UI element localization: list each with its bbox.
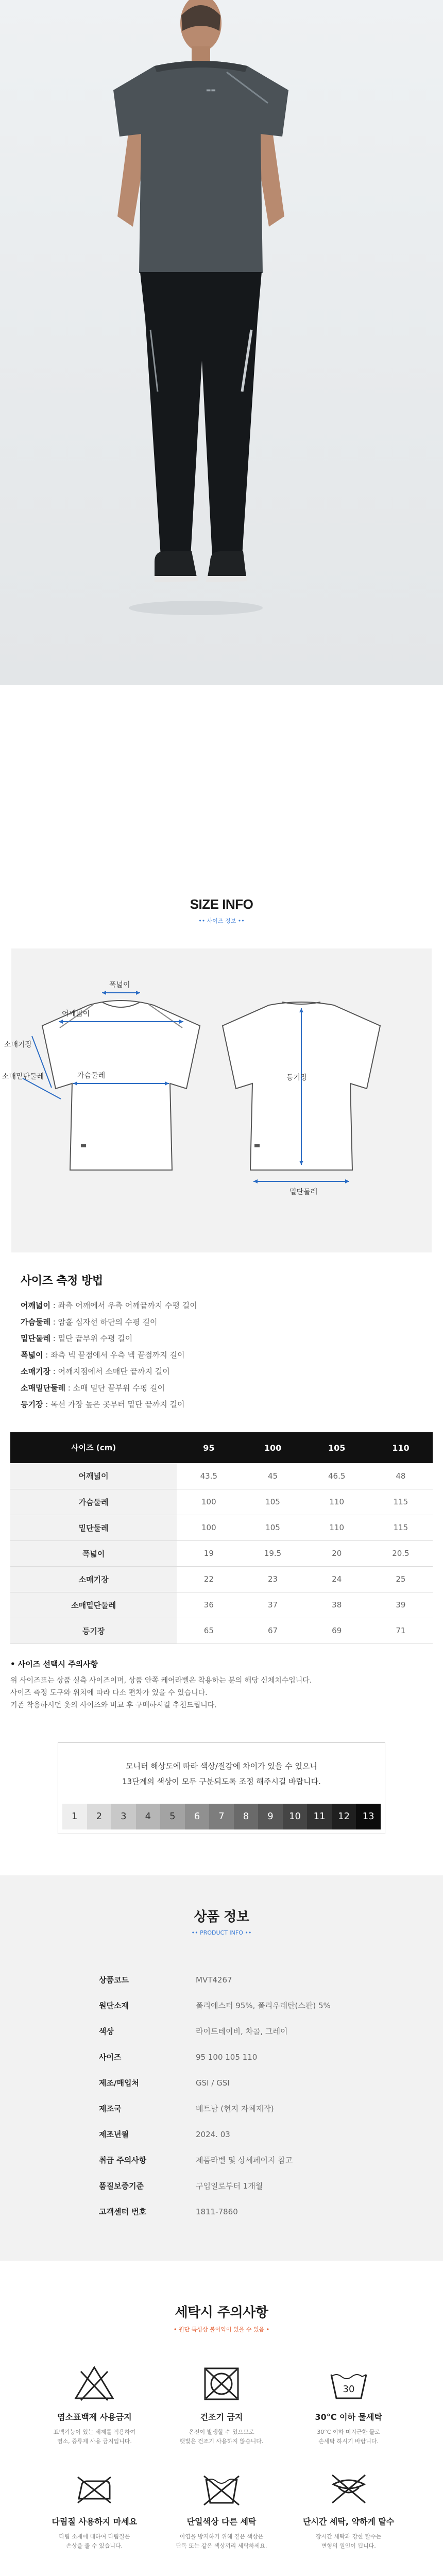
list-item <box>99 2147 443 2173</box>
scale-step: 2 <box>87 1804 112 1829</box>
wash-care-desc: 다림 소재에 대하여 다림질은 <box>59 2533 130 2540</box>
size-caution-line: 기존 착용하시던 옷의 사이즈와 비교 후 구매하시길 추천드립니다. <box>10 1701 217 1709</box>
size-info-subtitle: •• 사이즈 정보 •• <box>198 918 245 924</box>
size-cell: 20 <box>305 1540 369 1566</box>
no-tumble-dry-icon <box>201 2364 242 2403</box>
size-row-label: 소매밑단둘레 <box>10 1592 177 1618</box>
size-row-label: 소매기장 <box>10 1566 177 1592</box>
size-cell: 39 <box>369 1592 433 1618</box>
size-diagram <box>2 948 432 1252</box>
size-cell: 110 <box>305 1515 369 1540</box>
diagram-label-shoulder: 어깨넓이 <box>62 1010 90 1018</box>
size-method-term: 폭넓이 <box>21 1350 43 1360</box>
table-row <box>10 1489 433 1515</box>
tshirt-diagram-image <box>11 948 432 1252</box>
color-notice-line: 13단계의 색상이 모두 구분되도록 조정 해주시길 바랍니다. <box>122 1776 321 1786</box>
scale-step: 9 <box>258 1804 283 1829</box>
product-info-key: 취급 주의사항 <box>99 2156 147 2165</box>
size-method-item <box>21 1363 422 1380</box>
size-cell: 45 <box>241 1463 304 1489</box>
monitor-color-notice <box>58 1742 385 1834</box>
wash-30-icon <box>328 2364 369 2403</box>
size-column-header: 110 <box>369 1432 433 1463</box>
svg-text:30: 30 <box>343 2383 355 2395</box>
size-table-corner: 사이즈 (cm) <box>10 1432 177 1463</box>
list-item <box>99 2122 443 2147</box>
no-iron-icon <box>74 2469 115 2508</box>
table-row <box>10 1618 433 1643</box>
size-cell: 24 <box>305 1566 369 1592</box>
diagram-label-hem: 밑단둘레 <box>289 1188 318 1196</box>
scale-step: 8 <box>234 1804 259 1829</box>
size-method-desc: : 어깨지점에서 소매단 끝까지 길이 <box>50 1367 170 1376</box>
size-cell: 19 <box>177 1540 241 1566</box>
svg-text:▬▬: ▬▬ <box>206 88 216 93</box>
wash-care-title: 다림질 사용하지 마세요 <box>52 2516 138 2527</box>
size-method-item <box>21 1330 422 1347</box>
size-caution-line: 위 사이즈표는 상품 실측 사이즈이며, 상품 안쪽 케어라벨은 착용하는 분의 해당 신체치수입니다. <box>10 1676 312 1685</box>
size-row-label: 등기장 <box>10 1618 177 1643</box>
product-info-key: 제조년월 <box>99 2130 129 2139</box>
list-item <box>99 1993 443 2019</box>
product-info-value: MVT4267 <box>196 1975 232 1985</box>
list-item <box>99 2096 443 2122</box>
wash-care-title: 염소표백제 사용금지 <box>57 2412 132 2422</box>
table-row <box>10 1540 433 1566</box>
wash-care-title: 30°C 이하 물세탁 <box>315 2412 382 2422</box>
size-table-body <box>10 1463 433 1643</box>
size-column-header: 95 <box>177 1432 241 1463</box>
no-wring-icon <box>328 2469 369 2508</box>
product-info-section <box>0 1875 443 2261</box>
wash-care-desc: 손세탁 하시기 바랍니다. <box>318 2437 379 2445</box>
product-info-value: 1811-7860 <box>196 2207 238 2216</box>
product-photo <box>0 0 443 685</box>
size-column-header: 105 <box>305 1432 369 1463</box>
wash-care-item <box>158 2469 285 2551</box>
model-back-view-image <box>0 0 443 685</box>
size-row-label: 폭넓이 <box>10 1540 177 1566</box>
product-info-key: 제조국 <box>99 2104 122 2113</box>
diagram-label-sleeve-length: 소매기장 <box>4 1041 32 1049</box>
size-cell: 67 <box>241 1618 304 1643</box>
size-cell: 110 <box>305 1489 369 1515</box>
scale-step: 10 <box>283 1804 308 1829</box>
product-info-key: 원단소재 <box>99 2001 129 2010</box>
wash-care-desc: 단독 또는 같은 색상끼리 세탁하세요. <box>176 2542 267 2549</box>
size-cell: 48 <box>369 1463 433 1489</box>
wash-section <box>0 2261 443 2551</box>
list-item <box>99 2199 443 2225</box>
size-cell: 38 <box>305 1592 369 1618</box>
product-info-value: 제품라벨 및 상세페이지 참고 <box>196 2156 293 2165</box>
size-method-item <box>21 1380 422 1396</box>
product-info-key: 제조/매입처 <box>99 2078 139 2088</box>
wash-care-desc: 손상을 줄 수 있습니다. <box>66 2542 123 2549</box>
product-info-value: 2024. 03 <box>196 2129 230 2139</box>
color-notice-line: 모니터 해상도에 따라 색상/질감에 차이가 있을 수 있으니 <box>126 1761 317 1771</box>
product-info-value: 폴리에스터 95%, 폴리우레탄(스판) 5% <box>196 2001 331 2010</box>
size-method-term: 소매기장 <box>21 1367 50 1376</box>
scale-step: 12 <box>332 1804 356 1829</box>
product-info-key: 고객센터 번호 <box>99 2207 147 2216</box>
size-method-title: 사이즈 측정 방법 <box>21 1275 103 1287</box>
list-item <box>99 2044 443 2070</box>
size-cell: 100 <box>177 1515 241 1540</box>
wash-care-desc: 햇빛은 건조기 사용하지 않습니다. <box>179 2437 264 2445</box>
size-method-desc: : 밑단 끝부위 수평 길이 <box>50 1334 133 1343</box>
size-cell: 23 <box>241 1566 304 1592</box>
size-cell: 69 <box>305 1618 369 1643</box>
wash-care-title: 단일색상 다른 세탁 <box>186 2516 257 2527</box>
table-row <box>10 1515 433 1540</box>
wash-care-item <box>31 2469 158 2551</box>
size-method-list <box>21 1297 422 1413</box>
scale-step: 1 <box>62 1804 87 1829</box>
wash-care-desc: 30°C 이하 미지근한 물로 <box>317 2428 380 2435</box>
size-method-term: 어깨넓이 <box>21 1301 50 1310</box>
diagram-label-chest: 가슴둘레 <box>77 1072 106 1080</box>
size-method-item <box>21 1314 422 1330</box>
size-method-item <box>21 1297 422 1314</box>
size-method <box>21 1272 422 1413</box>
product-info-value: 베트남 (현지 자체제작) <box>196 2104 274 2113</box>
wash-care-desc: 이염을 방지하기 위해 짙은 색상은 <box>179 2533 264 2540</box>
no-bleach-icon <box>74 2364 115 2403</box>
size-cell: 100 <box>177 1489 241 1515</box>
list-item <box>99 2019 443 2044</box>
wash-care-title: 건조기 금지 <box>200 2412 243 2422</box>
wash-care-item <box>158 2364 285 2446</box>
grayscale-scale <box>62 1804 381 1829</box>
size-caution-title: • 사이즈 선택시 주의사항 <box>10 1659 98 1669</box>
size-cell: 43.5 <box>177 1463 241 1489</box>
list-item <box>99 1967 443 1993</box>
scale-step: 7 <box>209 1804 234 1829</box>
wash-care-item <box>285 2469 412 2551</box>
size-cell: 25 <box>369 1566 433 1592</box>
size-cell: 105 <box>241 1515 304 1540</box>
product-info-key: 상품코드 <box>99 1975 129 1985</box>
size-cell: 115 <box>369 1515 433 1540</box>
size-method-item <box>21 1347 422 1363</box>
size-cell: 46.5 <box>305 1463 369 1489</box>
wash-title: 세탁시 주의사항 <box>175 2304 268 2320</box>
product-info-title: 상품 정보 <box>194 1909 249 1925</box>
diagram-label-total-length: 등기장 <box>286 1074 308 1082</box>
separate-wash-icon <box>201 2469 242 2508</box>
product-info-list <box>99 1967 443 2225</box>
wash-care-desc: 표백기능이 있는 세제를 적용하여 <box>53 2428 135 2435</box>
product-info-key: 품질보증기준 <box>99 2181 144 2191</box>
wash-care-desc: 변형의 원인이 됩니다. <box>321 2542 376 2549</box>
size-method-desc: : 암홀 십자선 하단의 수평 길이 <box>50 1317 158 1327</box>
list-item <box>99 2173 443 2199</box>
wash-care-grid <box>31 2364 412 2551</box>
diagram-label-sleeve-hem: 소매밑단둘레 <box>2 1073 44 1081</box>
table-row <box>10 1463 433 1489</box>
size-method-desc: : 좌측 어깨에서 우측 어깨끝까지 수평 길이 <box>50 1301 197 1310</box>
size-method-desc: : 좌측 넥 끝점에서 우측 넥 끝점까지 길이 <box>43 1350 185 1360</box>
size-table <box>10 1432 433 1644</box>
scale-step: 13 <box>356 1804 381 1829</box>
size-info-title: SIZE INFO <box>190 896 253 912</box>
size-method-desc: : 목선 가장 높은 곳부터 밑단 끝까지 길이 <box>43 1400 185 1409</box>
size-cell: 22 <box>177 1566 241 1592</box>
wash-care-desc: 염소, 증류제 사용 금지입니다. <box>57 2437 132 2445</box>
size-row-label: 어깨넓이 <box>10 1463 177 1489</box>
product-info-key: 색상 <box>99 2027 114 2036</box>
product-info-value: 라이트테이비, 차콜, 그레이 <box>196 2027 288 2036</box>
size-method-term: 등기장 <box>21 1400 43 1409</box>
size-cell: 115 <box>369 1489 433 1515</box>
wash-care-item <box>285 2364 412 2446</box>
size-method-term: 가슴둘레 <box>21 1317 50 1327</box>
product-info-value: GSI / GSI <box>196 2078 230 2088</box>
size-method-term: 밑단둘레 <box>21 1334 50 1343</box>
size-cell: 36 <box>177 1592 241 1618</box>
size-method-desc: : 소매 밑단 끝부위 수평 길이 <box>65 1383 165 1393</box>
scale-step: 4 <box>136 1804 161 1829</box>
table-row <box>10 1566 433 1592</box>
product-info-value: 95 100 105 110 <box>196 2052 258 2062</box>
wash-care-desc: 장시간 세탁과 강한 탈수는 <box>315 2533 382 2540</box>
size-table-header <box>10 1432 433 1463</box>
scale-step: 5 <box>160 1804 185 1829</box>
size-cell: 19.5 <box>241 1540 304 1566</box>
table-row <box>10 1592 433 1618</box>
wash-care-title: 단시간 세탁, 약하게 탈수 <box>302 2516 395 2527</box>
scale-step: 3 <box>111 1804 136 1829</box>
wash-care-item <box>31 2364 158 2446</box>
size-method-item <box>21 1396 422 1413</box>
size-method-term: 소매밑단둘레 <box>21 1383 65 1393</box>
size-caution <box>10 1658 433 1711</box>
size-cell: 20.5 <box>369 1540 433 1566</box>
size-column-header: 100 <box>241 1432 304 1463</box>
size-row-label: 밑단둘레 <box>10 1515 177 1540</box>
size-cell: 37 <box>241 1592 304 1618</box>
size-caution-line: 사이즈 측정 도구와 위치에 따라 다소 편차가 있을 수 있습니다. <box>10 1688 208 1697</box>
size-cell: 71 <box>369 1618 433 1643</box>
size-cell: 105 <box>241 1489 304 1515</box>
diagram-label-width: 폭넓이 <box>109 981 130 989</box>
list-item <box>99 2070 443 2096</box>
size-info-section <box>0 685 443 1834</box>
product-info-subtitle: •• PRODUCT INFO •• <box>191 1929 252 1936</box>
wash-care-desc: 온전이 발생할 수 있으므로 <box>189 2428 254 2435</box>
scale-step: 11 <box>307 1804 332 1829</box>
size-cell: 65 <box>177 1618 241 1643</box>
product-info-value: 구입일로부터 1개월 <box>196 2181 263 2191</box>
scale-step: 6 <box>185 1804 210 1829</box>
size-row-label: 가슴둘레 <box>10 1489 177 1515</box>
product-info-key: 사이즈 <box>99 2053 122 2062</box>
wash-subtitle: • 원단 특성상 불이익이 있을 수 있음 • <box>173 2326 270 2333</box>
